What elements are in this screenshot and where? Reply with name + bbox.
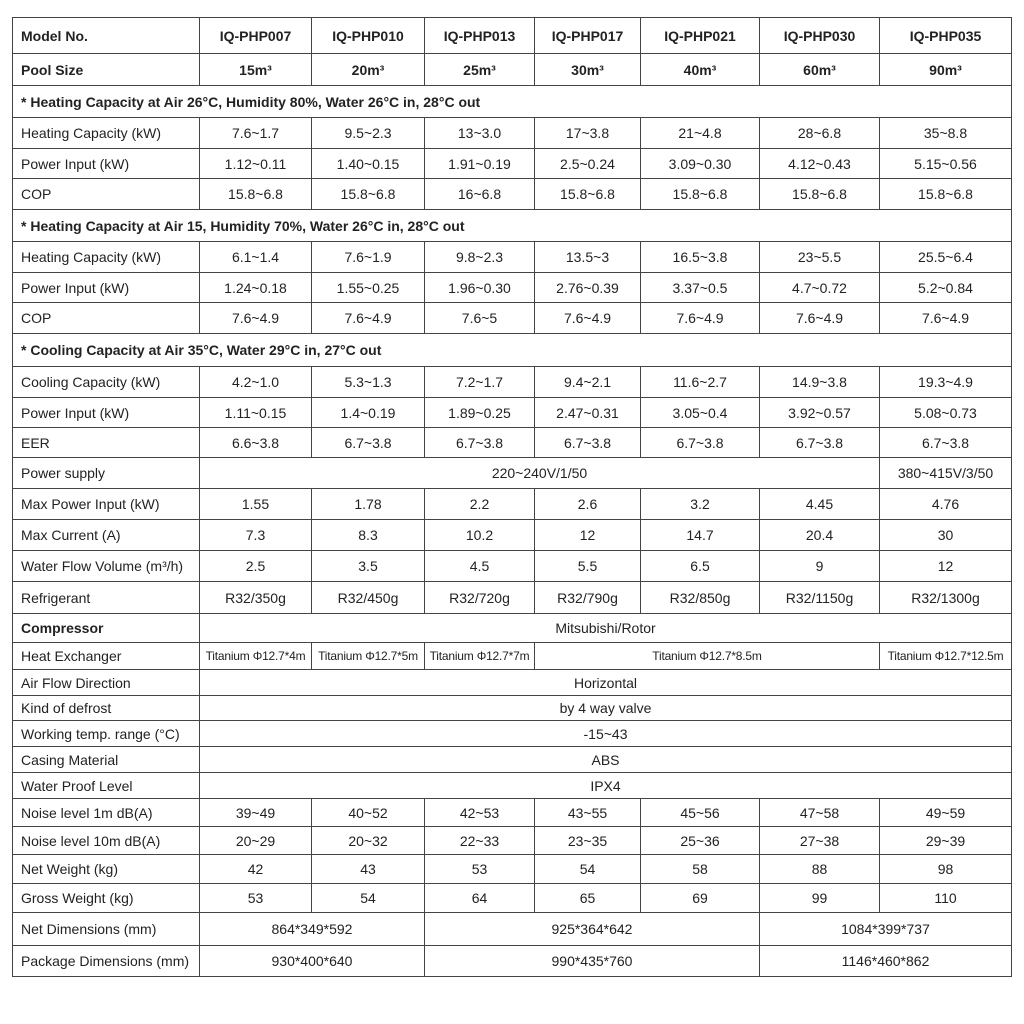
value-cell: 2.76~0.39: [535, 273, 641, 303]
value-cell: 925*364*642: [425, 913, 760, 946]
value-cell: 1.55~0.25: [312, 273, 425, 303]
value-cell: 12: [535, 520, 641, 551]
working-temp-row: [13, 721, 1012, 747]
value-cell: 7.6~5: [425, 303, 535, 334]
value-cell: 4.76: [880, 489, 1012, 520]
value-cell: 90m³: [880, 54, 1012, 86]
section-title: * Cooling Capacity at Air 35°C, Water 29°C in, 27°C out: [13, 334, 1012, 367]
value-cell: 43~55: [535, 799, 641, 827]
value-cell: 2.5: [200, 551, 312, 582]
value-cell: R32/1150g: [760, 582, 880, 614]
value-cell: 14.7: [641, 520, 760, 551]
value-cell: 7.2~1.7: [425, 367, 535, 398]
value-cell: 2.2: [425, 489, 535, 520]
value-cell: 3.2: [641, 489, 760, 520]
value-cell: 11.6~2.7: [641, 367, 760, 398]
value-cell: 43: [312, 855, 425, 884]
row-label: Power Input (kW): [13, 149, 200, 179]
value-cell: R32/450g: [312, 582, 425, 614]
value-cell: 53: [200, 884, 312, 913]
value-cell: 15.8~6.8: [200, 179, 312, 210]
value-cell: 990*435*760: [425, 946, 760, 977]
value-cell: R32/850g: [641, 582, 760, 614]
value-cell: 1.11~0.15: [200, 398, 312, 428]
value-cell: 40~52: [312, 799, 425, 827]
value-cell: -15~43: [200, 721, 1012, 747]
value-cell: 20.4: [760, 520, 880, 551]
value-cell: 12: [880, 551, 1012, 582]
table-row: [13, 799, 1012, 827]
value-cell: 6.7~3.8: [641, 428, 760, 458]
value-cell: Titanium Φ12.7*8.5m: [535, 643, 880, 670]
value-cell: 6.7~3.8: [535, 428, 641, 458]
value-cell: ABS: [200, 747, 1012, 773]
value-cell: 47~58: [760, 799, 880, 827]
value-cell: 98: [880, 855, 1012, 884]
value-cell: 6.7~3.8: [880, 428, 1012, 458]
value-cell: 6.6~3.8: [200, 428, 312, 458]
value-cell: 864*349*592: [200, 913, 425, 946]
value-cell: 35~8.8: [880, 118, 1012, 149]
value-cell: 4.5: [425, 551, 535, 582]
value-cell: 49~59: [880, 799, 1012, 827]
section-heating-26: [13, 86, 1012, 118]
value-cell: R32/720g: [425, 582, 535, 614]
value-cell: 2.47~0.31: [535, 398, 641, 428]
row-label: Max Current (A): [13, 520, 200, 551]
package-dimensions-row: [13, 946, 1012, 977]
value-cell: 1.4~0.19: [312, 398, 425, 428]
value-cell: 1146*460*862: [760, 946, 1012, 977]
value-cell: 14.9~3.8: [760, 367, 880, 398]
row-label: Net Dimensions (mm): [13, 913, 200, 946]
table-row: [13, 242, 1012, 273]
row-label: Heating Capacity (kW): [13, 242, 200, 273]
heat-exchanger-row: [13, 643, 1012, 670]
value-cell: 930*400*640: [200, 946, 425, 977]
value-cell: Mitsubishi/Rotor: [200, 614, 1012, 643]
value-cell: 42~53: [425, 799, 535, 827]
value-cell: 5.15~0.56: [880, 149, 1012, 179]
table-row: [13, 884, 1012, 913]
row-label: Heating Capacity (kW): [13, 118, 200, 149]
value-cell: 7.6~1.9: [312, 242, 425, 273]
value-cell: 64: [425, 884, 535, 913]
value-cell: 15.8~6.8: [312, 179, 425, 210]
row-label: Air Flow Direction: [13, 670, 200, 696]
model-cell: IQ-PHP030: [760, 18, 880, 54]
value-cell: 7.6~1.7: [200, 118, 312, 149]
value-cell: Titanium Φ12.7*7m: [425, 643, 535, 670]
value-cell: 3.92~0.57: [760, 398, 880, 428]
defrost-row: [13, 696, 1012, 721]
value-cell: 13.5~3: [535, 242, 641, 273]
value-cell: 19.3~4.9: [880, 367, 1012, 398]
value-cell: 6.7~3.8: [312, 428, 425, 458]
value-cell: Titanium Φ12.7*5m: [312, 643, 425, 670]
value-cell: 7.3: [200, 520, 312, 551]
value-cell: 7.6~4.9: [312, 303, 425, 334]
pool-size-row: [13, 54, 1012, 86]
value-cell: 27~38: [760, 827, 880, 855]
value-cell: 25m³: [425, 54, 535, 86]
row-label: COP: [13, 303, 200, 334]
value-cell: 54: [535, 855, 641, 884]
value-cell: 6.5: [641, 551, 760, 582]
table-row: [13, 149, 1012, 179]
table-row: [13, 179, 1012, 210]
row-label: Water Proof Level: [13, 773, 200, 799]
value-cell: 39~49: [200, 799, 312, 827]
value-cell: 22~33: [425, 827, 535, 855]
value-cell: 7.6~4.9: [535, 303, 641, 334]
value-cell: 9: [760, 551, 880, 582]
value-cell: R32/350g: [200, 582, 312, 614]
table-row: [13, 551, 1012, 582]
value-cell: 15.8~6.8: [535, 179, 641, 210]
row-label: Max Power Input (kW): [13, 489, 200, 520]
section-cooling-35: [13, 334, 1012, 367]
value-cell: 8.3: [312, 520, 425, 551]
table-row: [13, 118, 1012, 149]
row-label: Kind of defrost: [13, 696, 200, 721]
value-cell: 20~32: [312, 827, 425, 855]
compressor-row: [13, 614, 1012, 643]
value-cell: 1.78: [312, 489, 425, 520]
air-flow-row: [13, 670, 1012, 696]
value-cell: R32/1300g: [880, 582, 1012, 614]
value-cell: 65: [535, 884, 641, 913]
value-cell: 29~39: [880, 827, 1012, 855]
row-label: Casing Material: [13, 747, 200, 773]
value-cell: 3.05~0.4: [641, 398, 760, 428]
value-cell: 45~56: [641, 799, 760, 827]
value-cell: 4.7~0.72: [760, 273, 880, 303]
row-label: Noise level 10m dB(A): [13, 827, 200, 855]
value-cell: 1.24~0.18: [200, 273, 312, 303]
table-row: [13, 520, 1012, 551]
value-cell: 7.6~4.9: [641, 303, 760, 334]
value-cell: 15.8~6.8: [760, 179, 880, 210]
value-cell: 4.2~1.0: [200, 367, 312, 398]
value-cell: Titanium Φ12.7*12.5m: [880, 643, 1012, 670]
value-cell: 58: [641, 855, 760, 884]
value-cell: 3.37~0.5: [641, 273, 760, 303]
value-cell: 9.5~2.3: [312, 118, 425, 149]
specification-table: [12, 17, 1012, 977]
table-row: [13, 273, 1012, 303]
value-cell: IPX4: [200, 773, 1012, 799]
value-cell: 4.12~0.43: [760, 149, 880, 179]
section-heating-15: [13, 210, 1012, 242]
value-cell: 53: [425, 855, 535, 884]
value-cell: 1.12~0.11: [200, 149, 312, 179]
model-cell: IQ-PHP010: [312, 18, 425, 54]
value-cell: 110: [880, 884, 1012, 913]
value-cell: 1.89~0.25: [425, 398, 535, 428]
value-cell: by 4 way valve: [200, 696, 1012, 721]
value-cell: 220~240V/1/50: [200, 458, 880, 489]
value-cell: 25.5~6.4: [880, 242, 1012, 273]
value-cell: 13~3.0: [425, 118, 535, 149]
value-cell: 15.8~6.8: [641, 179, 760, 210]
value-cell: 4.45: [760, 489, 880, 520]
value-cell: 1.40~0.15: [312, 149, 425, 179]
table-row: [13, 303, 1012, 334]
value-cell: 16~6.8: [425, 179, 535, 210]
value-cell: 40m³: [641, 54, 760, 86]
table-row: [13, 398, 1012, 428]
value-cell: 6.7~3.8: [425, 428, 535, 458]
value-cell: 21~4.8: [641, 118, 760, 149]
table-row: [13, 827, 1012, 855]
value-cell: Horizontal: [200, 670, 1012, 696]
row-label: COP: [13, 179, 200, 210]
row-label: EER: [13, 428, 200, 458]
row-label: Refrigerant: [13, 582, 200, 614]
model-cell: IQ-PHP021: [641, 18, 760, 54]
model-cell: IQ-PHP013: [425, 18, 535, 54]
table-row: [13, 428, 1012, 458]
value-cell: 1.55: [200, 489, 312, 520]
value-cell: 9.8~2.3: [425, 242, 535, 273]
value-cell: 60m³: [760, 54, 880, 86]
value-cell: 7.6~4.9: [760, 303, 880, 334]
value-cell: 10.2: [425, 520, 535, 551]
value-cell: 15m³: [200, 54, 312, 86]
value-cell: 7.6~4.9: [880, 303, 1012, 334]
casing-row: [13, 747, 1012, 773]
net-dimensions-row: [13, 913, 1012, 946]
value-cell: Titanium Φ12.7*4m: [200, 643, 312, 670]
value-cell: 54: [312, 884, 425, 913]
value-cell: 20~29: [200, 827, 312, 855]
value-cell: 20m³: [312, 54, 425, 86]
value-cell: 23~35: [535, 827, 641, 855]
section-title: * Heating Capacity at Air 15, Humidity 70%, Water 26°C in, 28°C out: [13, 210, 1012, 242]
value-cell: 2.5~0.24: [535, 149, 641, 179]
row-label: Power Input (kW): [13, 273, 200, 303]
section-title: * Heating Capacity at Air 26°C, Humidity 80%, Water 26°C in, 28°C out: [13, 86, 1012, 118]
power-supply-row: [13, 458, 1012, 489]
row-label: Cooling Capacity (kW): [13, 367, 200, 398]
value-cell: 28~6.8: [760, 118, 880, 149]
row-label: Power Input (kW): [13, 398, 200, 428]
value-cell: 88: [760, 855, 880, 884]
value-cell: 380~415V/3/50: [880, 458, 1012, 489]
value-cell: 17~3.8: [535, 118, 641, 149]
value-cell: 69: [641, 884, 760, 913]
value-cell: 6.1~1.4: [200, 242, 312, 273]
value-cell: 9.4~2.1: [535, 367, 641, 398]
table-row: [13, 489, 1012, 520]
value-cell: 15.8~6.8: [880, 179, 1012, 210]
row-label: Heat Exchanger: [13, 643, 200, 670]
row-label: Noise level 1m dB(A): [13, 799, 200, 827]
value-cell: 16.5~3.8: [641, 242, 760, 273]
row-label: Compressor: [13, 614, 200, 643]
row-label: Pool Size: [13, 54, 200, 86]
value-cell: 3.09~0.30: [641, 149, 760, 179]
table-row: [13, 855, 1012, 884]
model-cell: IQ-PHP035: [880, 18, 1012, 54]
model-row: [13, 18, 1012, 54]
value-cell: 30m³: [535, 54, 641, 86]
table-row: [13, 582, 1012, 614]
value-cell: 5.2~0.84: [880, 273, 1012, 303]
value-cell: 5.3~1.3: [312, 367, 425, 398]
value-cell: 42: [200, 855, 312, 884]
water-proof-row: [13, 773, 1012, 799]
value-cell: 5.5: [535, 551, 641, 582]
value-cell: 30: [880, 520, 1012, 551]
row-label: Power supply: [13, 458, 200, 489]
value-cell: 1.96~0.30: [425, 273, 535, 303]
value-cell: 5.08~0.73: [880, 398, 1012, 428]
value-cell: 6.7~3.8: [760, 428, 880, 458]
model-cell: IQ-PHP007: [200, 18, 312, 54]
value-cell: 25~36: [641, 827, 760, 855]
value-cell: R32/790g: [535, 582, 641, 614]
row-label: Water Flow Volume (m³/h): [13, 551, 200, 582]
table-row: [13, 367, 1012, 398]
row-label: Model No.: [13, 18, 200, 54]
value-cell: 23~5.5: [760, 242, 880, 273]
row-label: Working temp. range (°C): [13, 721, 200, 747]
value-cell: 1084*399*737: [760, 913, 1012, 946]
row-label: Net Weight (kg): [13, 855, 200, 884]
row-label: Gross Weight (kg): [13, 884, 200, 913]
value-cell: 7.6~4.9: [200, 303, 312, 334]
value-cell: 1.91~0.19: [425, 149, 535, 179]
model-cell: IQ-PHP017: [535, 18, 641, 54]
value-cell: 3.5: [312, 551, 425, 582]
value-cell: 99: [760, 884, 880, 913]
row-label: Package Dimensions (mm): [13, 946, 200, 977]
value-cell: 2.6: [535, 489, 641, 520]
